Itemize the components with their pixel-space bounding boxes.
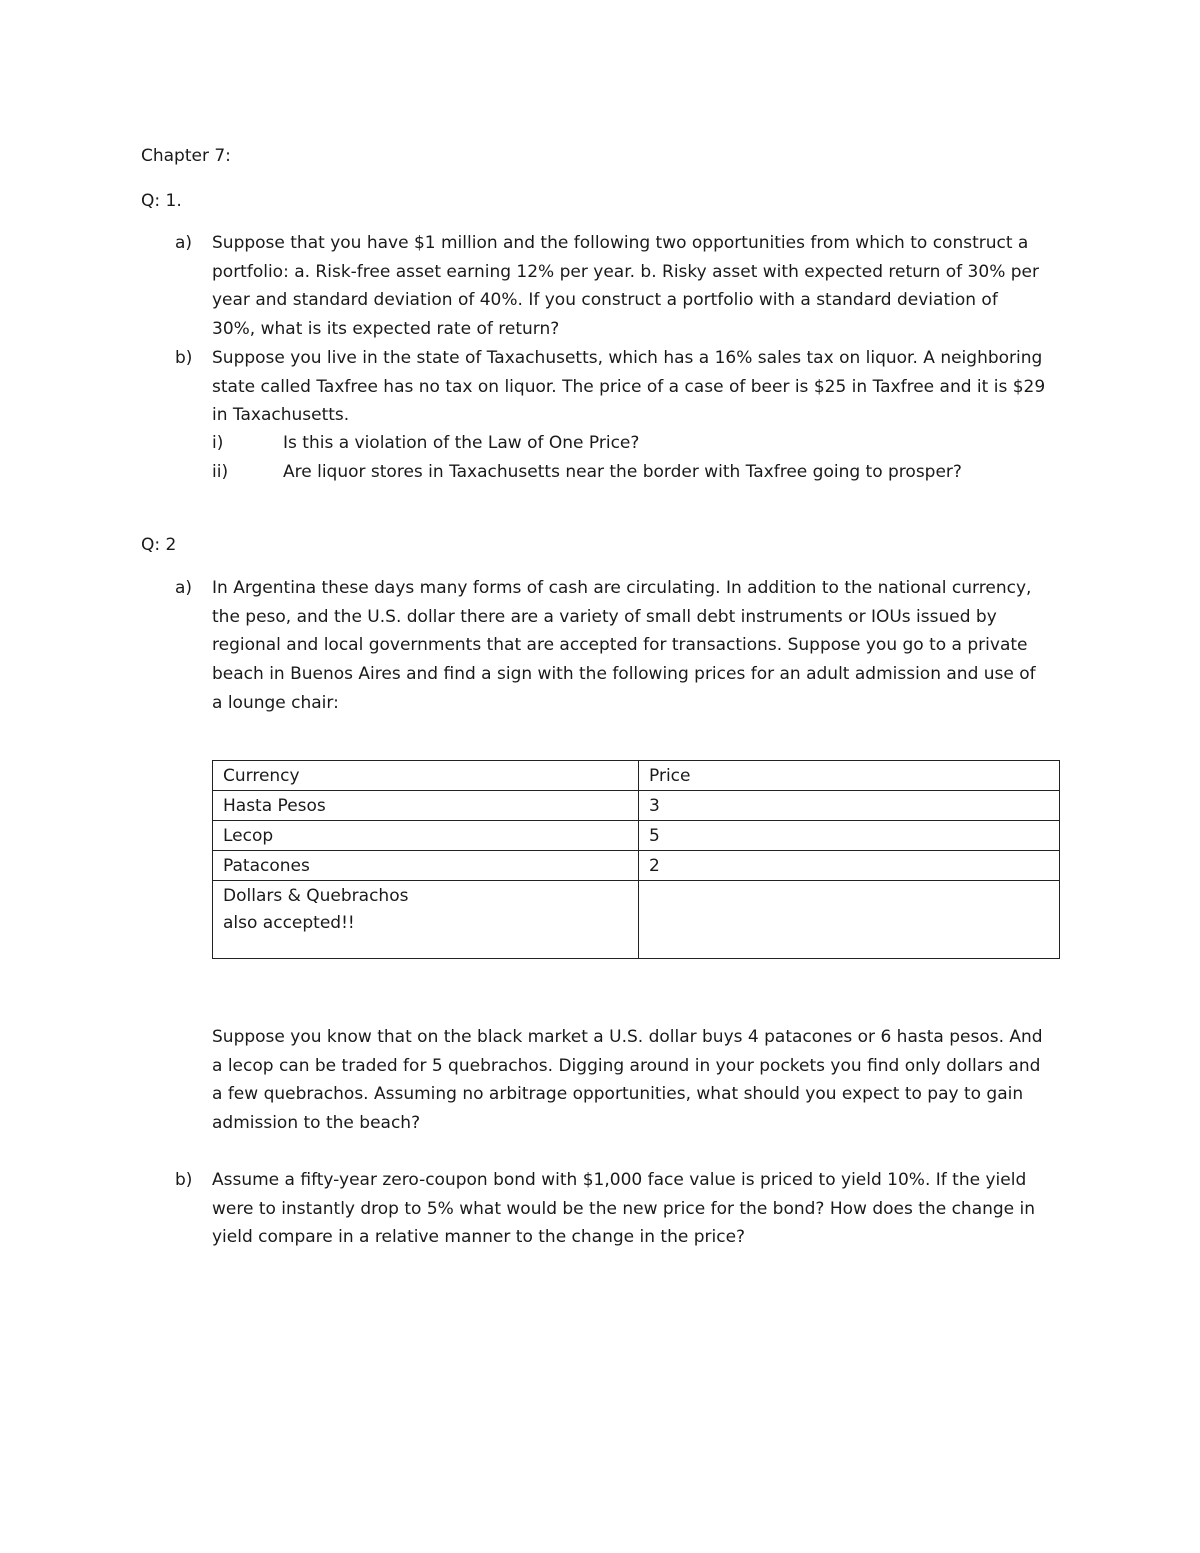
price-table <box>212 760 1060 959</box>
q2-a-line: In Argentina these days many forms of cash are circulating. In addition to the national currency, <box>212 578 1032 598</box>
question-2-label: Q: 2 <box>141 535 177 555</box>
q1-a-line: year and standard deviation of 40%. If you construct a portfolio with a standard deviation of <box>212 290 998 311</box>
table-cell-currency: Lecop <box>213 821 639 851</box>
q2-a-marker: a) <box>175 578 193 598</box>
q2-a-followup-line: Suppose you know that on the black market a U.S. dollar buys 4 patacones or 6 hasta pesos. And <box>212 1027 1043 1047</box>
table-cell-currency: Patacones <box>213 851 639 881</box>
table-cell-price <box>639 881 1060 959</box>
q1-a-marker: a) <box>175 233 193 253</box>
q1-b-line: state called Taxfree has no tax on liquor. The price of a case of beer is $25 in Taxfree and it is $29 <box>212 376 1046 397</box>
q1-b-line: in Taxachusetts. <box>212 405 350 426</box>
q1-b-line: Suppose you live in the state of Taxachusetts, which has a 16% sales tax on liquor. A neighboring <box>212 348 1043 368</box>
table-cell-price: 3 <box>639 791 1060 821</box>
q2-b-line: were to instantly drop to 5% what would be the new price for the bond? How does the change in <box>212 1198 1036 1219</box>
table-cell-price: 2 <box>639 851 1060 881</box>
table-cell-currency: Hasta Pesos <box>213 791 639 821</box>
q2-b-line: yield compare in a relative manner to the change in the price? <box>212 1227 746 1248</box>
q2-a-followup-line: admission to the beach? <box>212 1113 421 1134</box>
q1-b-ii-marker: ii) <box>212 462 229 482</box>
q2-a-followup <box>212 1023 1043 1138</box>
q2-a-followup-line: a lecop can be traded for 5 quebrachos. Digging around in your pockets you find only dollars and <box>212 1055 1041 1076</box>
q2-a-line: beach in Buenos Aires and find a sign with the following prices for an adult admission and use of <box>212 664 1036 685</box>
table-row <box>213 851 1060 881</box>
q2-a-line: a lounge chair: <box>212 692 339 713</box>
q1-a-line: Suppose that you have $1 million and the following two opportunities from which to construct a <box>212 233 1029 253</box>
table-row <box>213 821 1060 851</box>
q1-b-ii-text: Are liquor stores in Taxachusetts near the border with Taxfree going to prosper? <box>283 462 962 482</box>
table-row <box>213 881 1060 959</box>
q1-a-line: portfolio: a. Risk-free asset earning 12% per year. b. Risky asset with expected return of 30% per <box>212 261 1039 282</box>
q2-a-line: regional and local governments that are accepted for transactions. Suppose you go to a private <box>212 635 1028 656</box>
chapter-title: Chapter 7: <box>141 146 231 166</box>
table-cell-currency <box>213 881 639 959</box>
q1-b-text <box>212 344 1045 430</box>
question-1-label: Q: 1. <box>141 191 182 211</box>
table-cell-line: Dollars & Quebrachos <box>223 886 409 906</box>
table-header-currency: Currency <box>213 761 639 791</box>
q1-b-i-marker: i) <box>212 433 224 453</box>
table-header-row <box>213 761 1060 791</box>
q1-b-i-text: Is this a violation of the Law of One Price? <box>283 433 640 453</box>
q2-a-line: the peso, and the U.S. dollar there are a variety of small debt instruments or IOUs issued by <box>212 606 997 627</box>
q1-b-marker: b) <box>175 348 193 368</box>
q2-a-followup-line: a few quebrachos. Assuming no arbitrage opportunities, what should you expect to pay to gain <box>212 1084 1024 1105</box>
q1-a-line: 30%, what is its expected rate of return? <box>212 319 560 340</box>
q2-b-line: Assume a fifty-year zero-coupon bond with $1,000 face value is priced to yield 10%. If the yield <box>212 1170 1027 1190</box>
q2-a-text <box>212 574 1036 718</box>
q2-b-text <box>212 1166 1035 1252</box>
table-cell-line: also accepted!! <box>223 913 355 933</box>
table-row <box>213 791 1060 821</box>
q1-a-text <box>212 229 1039 344</box>
q2-b-marker: b) <box>175 1170 193 1190</box>
table-cell-price: 5 <box>639 821 1060 851</box>
table-header-price: Price <box>639 761 1060 791</box>
